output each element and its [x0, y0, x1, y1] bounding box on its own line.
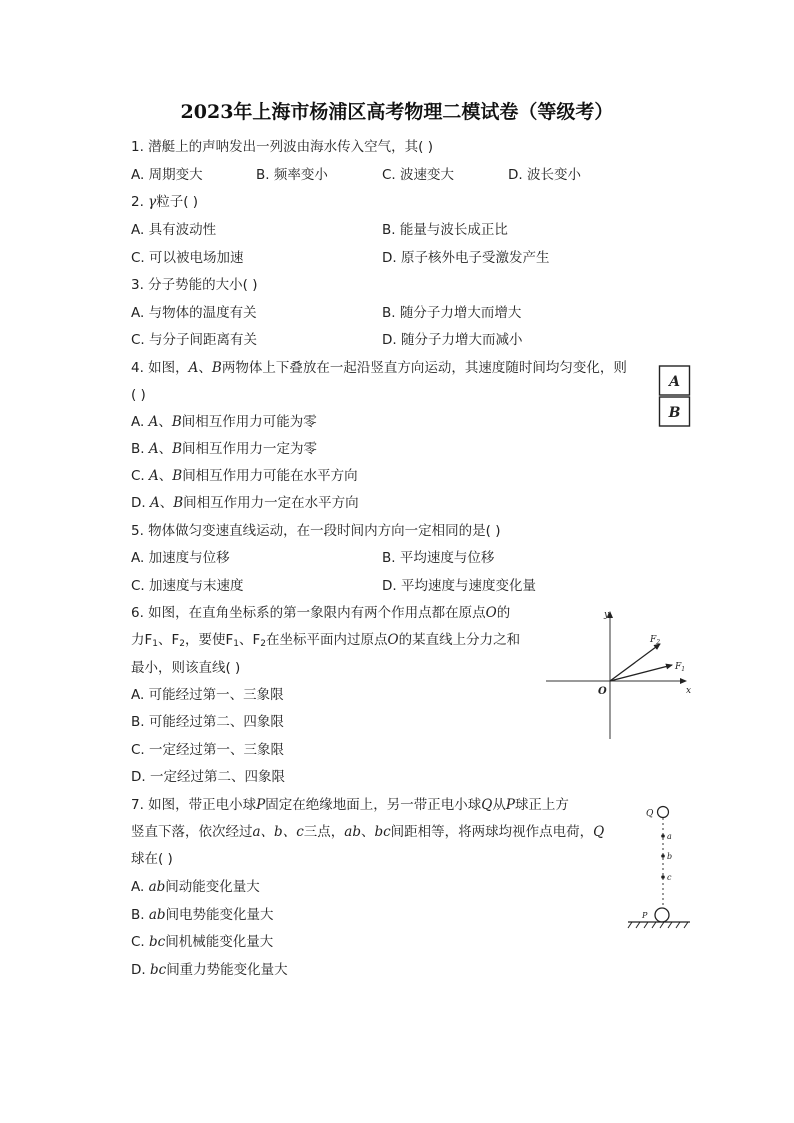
- question-6-stem-line3: 最小，则该直线( ): [131, 660, 241, 676]
- question-7-option-a: A. ab间动能变化量大: [131, 879, 260, 895]
- x-axis-label: x: [686, 686, 692, 696]
- question-1-option-c: C. 波速变大: [382, 167, 455, 183]
- question-1-stem: 1. 潜艇上的声呐发出一列波由海水传入空气，其( ): [131, 139, 433, 155]
- page-title: 2023年上海市杨浦区高考物理二模试卷（等级考）: [180, 101, 614, 123]
- point-a: [661, 834, 665, 838]
- question-4-option-d: D. A、B间相互作用力一定在水平方向: [131, 495, 359, 511]
- point-b: [661, 854, 665, 858]
- ground-hatching: [628, 922, 688, 928]
- question-4-option-c: C. A、B间相互作用力可能在水平方向: [131, 468, 358, 484]
- b-label: b: [667, 852, 673, 861]
- question-6-option-a: A. 可能经过第一、三象限: [131, 687, 284, 703]
- question-3-option-c: C. 与分子间距离有关: [131, 332, 258, 348]
- question-3-option-d: D. 随分子力增大而减小: [382, 332, 523, 348]
- origin-label: O: [598, 686, 607, 697]
- c-label: c: [667, 873, 672, 882]
- q-label: Q: [646, 809, 654, 819]
- question-7-option-b: B. ab间电势能变化量大: [131, 907, 274, 923]
- stacked-blocks-figure: [658, 364, 692, 428]
- force-f2-arrow: [610, 644, 660, 681]
- question-5-option-b: B. 平均速度与位移: [382, 550, 495, 566]
- question-6-option-c: C. 一定经过第一、三象限: [131, 742, 285, 758]
- question-1-option-d: D. 波长变小: [508, 167, 581, 183]
- p-label: P: [642, 911, 648, 920]
- question-2-option-d: D. 原子核外电子受激发产生: [382, 250, 550, 266]
- coordinate-force-figure: [544, 606, 694, 742]
- f1-label: $F_1$: [675, 662, 686, 673]
- question-2-option-a: A. 具有波动性: [131, 222, 217, 238]
- question-3-stem: 3. 分子势能的大小( ): [131, 277, 258, 293]
- question-4-option-b: B. A、B间相互作用力一定为零: [131, 441, 318, 457]
- question-4-stem: 4. 如图，A、B两物体上下叠放在一起沿竖直方向运动，其速度随时间均匀变化，则: [131, 360, 627, 376]
- f2-label: $F_2$: [650, 635, 661, 646]
- question-7-stem: 7. 如图，带正电小球P固定在绝缘地面上，另一带正电小球Q从P球正上方: [131, 797, 569, 813]
- point-c: [661, 875, 665, 879]
- question-1-option-a: A. 周期变大: [131, 167, 203, 183]
- ball-p: [655, 908, 669, 922]
- question-6-stem: 6. 如图，在直角坐标系的第一象限内有两个作用点都在原点O的: [131, 605, 511, 621]
- question-7-option-c: C. bc间机械能变化量大: [131, 934, 274, 950]
- question-3-option-a: A. 与物体的温度有关: [131, 305, 257, 321]
- question-6-option-d: D. 一定经过第二、四象限: [131, 769, 285, 785]
- question-6-option-b: B. 可能经过第二、四象限: [131, 714, 284, 730]
- question-7-stem-line3: 球在( ): [131, 851, 173, 867]
- question-4-stem-line2: ( ): [131, 387, 146, 403]
- ball-q: [658, 807, 669, 818]
- question-6-stem-line2: 力$F_1$、$F_2$，要使$F_1$、$F_2$在坐标平面内过原点O的某直线上分力之和: [131, 632, 521, 649]
- question-2-option-b: B. 能量与波长成正比: [382, 222, 508, 238]
- question-2-option-c: C. 可以被电场加速: [131, 250, 244, 266]
- force-f1-arrow: [610, 665, 672, 681]
- question-5-option-a: A. 加速度与位移: [131, 550, 230, 566]
- question-2-stem: 2. γ粒子( ): [131, 194, 199, 210]
- question-4-option-a: A. A、B间相互作用力可能为零: [131, 414, 317, 430]
- question-5-option-c: C. 加速度与末速度: [131, 578, 244, 594]
- y-axis-label: y: [604, 610, 610, 620]
- block-b-label: B: [668, 405, 681, 421]
- falling-charge-figure: [626, 802, 694, 930]
- question-1-option-b: B. 频率变小: [256, 167, 328, 183]
- a-label: a: [667, 832, 672, 841]
- question-5-stem: 5. 物体做匀变速直线运动，在一段时间内方向一定相同的是( ): [131, 523, 501, 539]
- block-a-label: A: [669, 374, 680, 390]
- question-5-option-d: D. 平均速度与速度变化量: [382, 578, 536, 594]
- question-7-option-d: D. bc间重力势能变化量大: [131, 962, 288, 978]
- question-3-option-b: B. 随分子力增大而增大: [382, 305, 522, 321]
- question-7-stem-line2: 竖直下落，依次经过a、b、c三点，ab、bc间距相等，将两球均视作点电荷，Q: [131, 824, 605, 840]
